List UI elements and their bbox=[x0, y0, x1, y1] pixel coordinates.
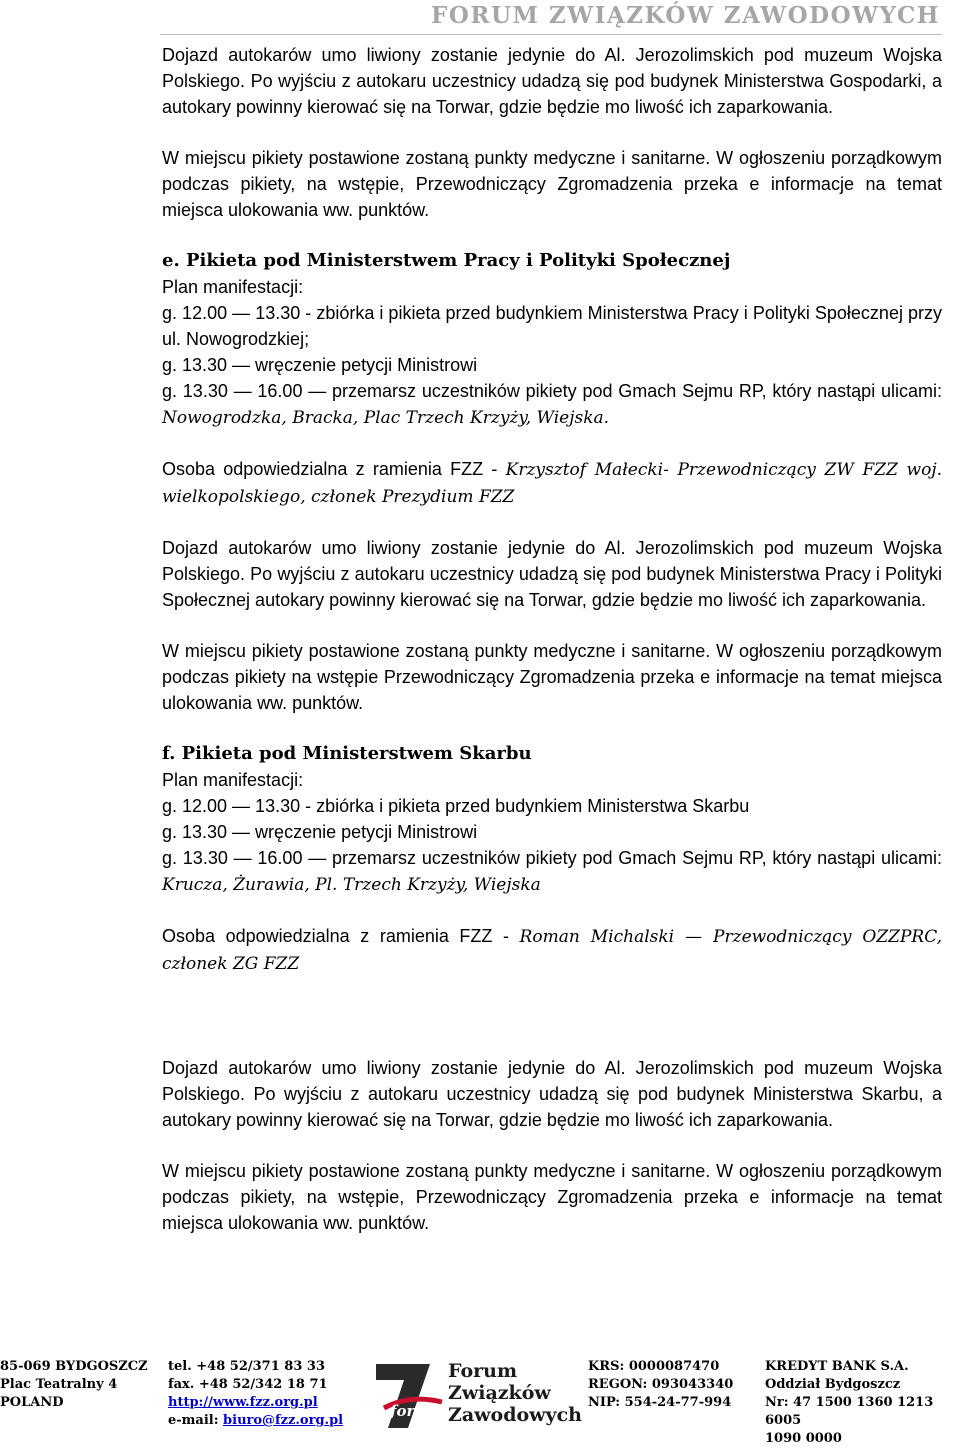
section-f-resp-person: Roman Michalski — Przewodniczący OZZPRC, członek ZG FZZ bbox=[162, 927, 942, 974]
section-e-resp-prefix: Osoba odpowiedzialna z ramienia FZZ - bbox=[162, 459, 506, 479]
section-f-heading: f. Pikieta pod Ministerstwem Skarbu bbox=[162, 743, 532, 764]
section-f-responsible bbox=[162, 923, 942, 977]
transport-paragraph: Dojazd autokarów umo liwiony zostanie jedynie do Al. Jerozolimskich pod muzeum Wojska Polskiego. Po wyjściu z autokaru uczestnicy udadzą się pod budynek Ministerstwa Gospodarki, a autokary powinny kierować się na Torwar, gdzie będzie mo liwość ich zaparkowania. bbox=[162, 45, 942, 117]
footer-address-line: 85-069 BYDGOSZCZ bbox=[0, 1359, 148, 1374]
fzz-logo-text bbox=[448, 1360, 582, 1426]
footer-website-link[interactable]: http://www.fzz.org.pl bbox=[168, 1395, 318, 1410]
section-f-transport: Dojazd autokarów umo liwiony zostanie jedynie do Al. Jerozolimskich pod muzeum Wojska Polskiego. Po wyjściu z autokaru uczestnicy udadzą się pod budynek Ministerstwa Skarbu, a autokary powinny kierować się na Torwar, gdzie będzie mo liwość ich zaparkowania. bbox=[162, 1058, 942, 1130]
section-e-line1: g. 12.00 — 13.30 - zbiórka i pikieta przed budynkiem Ministerstwa Pracy i Polityki Społecznej przy ul. Nowogrodzkiej; bbox=[162, 303, 942, 349]
section-e-medical: W miejscu pikiety postawione zostaną punkty medyczne i sanitarne. W ogłoszeniu porządkowym podczas pikiety na wstępie Przewodniczący Zgromadzenia przeka e informacje na temat miejsca ulokowania ww. punktów. bbox=[162, 641, 942, 713]
logo-line: Związków bbox=[448, 1382, 551, 1404]
header-title: FORUM ZWIĄZKÓW ZAWODOWYCH bbox=[431, 2, 940, 29]
svg-text:forum: forum bbox=[390, 1402, 442, 1420]
section-f-line3 bbox=[162, 845, 942, 898]
footer-contact bbox=[168, 1358, 343, 1430]
footer-tel: tel. +48 52/371 83 33 bbox=[168, 1359, 325, 1374]
section-f-line3-prefix: g. 13.30 — 16.00 — przemarsz uczestników pikiety pod Gmach Sejmu RP, który nastąpi ulicami: bbox=[162, 848, 942, 868]
section-f-streets: Krucza, Żurawia, Pl. Trzech Krzyży, Wiejska bbox=[162, 875, 541, 895]
footer-bank-line: Nr: 47 1500 1360 1213 6005 bbox=[765, 1395, 934, 1428]
footer-regon: REGON: 093043340 bbox=[588, 1377, 734, 1392]
section-e-resp-person: Krzysztof Małecki- Przewodniczący ZW FZZ woj. wielkopolskiego, członek Prezydium FZZ bbox=[162, 460, 942, 507]
footer-bank-line: 1090 0000 bbox=[765, 1431, 842, 1446]
fzz-logo bbox=[370, 1358, 582, 1432]
footer-nip: NIP: 554-24-77-994 bbox=[588, 1395, 732, 1410]
page-footer bbox=[0, 1358, 960, 1446]
footer-fax: fax. +48 52/342 18 71 bbox=[168, 1377, 328, 1392]
footer-address-line: Plac Teatralny 4 bbox=[0, 1377, 118, 1392]
footer-bank-line: Oddział Bydgoszcz bbox=[765, 1377, 901, 1392]
section-e-line3-prefix: g. 13.30 — 16.00 — przemarsz uczestników pikiety pod Gmach Sejmu RP, który nastąpi ulicami: bbox=[162, 381, 942, 401]
section-e-plan-label: Plan manifestacji: bbox=[162, 277, 304, 297]
footer-email bbox=[168, 1412, 343, 1430]
section-e-line2: g. 13.30 — wręczenie petycji Ministrowi bbox=[162, 355, 478, 375]
section-e-responsible bbox=[162, 456, 942, 510]
footer-email-label: e-mail: bbox=[168, 1413, 224, 1428]
footer-bank-line: KREDYT BANK S.A. bbox=[765, 1359, 909, 1374]
fzz-logo-mark-icon bbox=[370, 1358, 448, 1432]
section-e-streets: Nowogrodzka, Bracka, Plac Trzech Krzyży, Wiejska. bbox=[162, 408, 610, 428]
section-f-medical: W miejscu pikiety postawione zostaną punkty medyczne i sanitarne. W ogłoszeniu porządkowym podczas pikiety, na wstępie, Przewodniczący Zgromadzenia przeka e informacje na temat miejsca ulokowania ww. punktów. bbox=[162, 1161, 942, 1233]
logo-line: Forum bbox=[448, 1360, 518, 1382]
medical-paragraph: W miejscu pikiety postawione zostaną punkty medyczne i sanitarne. W ogłoszeniu porządkowym podczas pikiety, na wstępie, Przewodniczący Zgromadzenia przeka e informacje na temat miejsca ulokowania ww. punktów. bbox=[162, 148, 942, 220]
section-e-heading: e. Pikieta pod Ministerstwem Pracy i Polityki Społecznej bbox=[162, 250, 731, 271]
header-rule bbox=[160, 34, 942, 35]
section-f-line1: g. 12.00 — 13.30 - zbiórka i pikieta przed budynkiem Ministerstwa Skarbu bbox=[162, 796, 750, 816]
footer-email-link[interactable]: biuro@fzz.org.pl bbox=[223, 1413, 344, 1428]
logo-line: Zawodowych bbox=[448, 1404, 582, 1426]
section-e-transport: Dojazd autokarów umo liwiony zostanie jedynie do Al. Jerozolimskich pod muzeum Wojska Polskiego. Po wyjściu z autokaru uczestnicy udadzą się pod budynek Ministerstwa Pracy i Polityki Społecznej autokary powinny kierować się na Torwar, gdzie będzie mo liwość ich zaparkowania. bbox=[162, 538, 942, 610]
section-e-line3 bbox=[162, 378, 942, 431]
footer-address bbox=[0, 1358, 148, 1412]
footer-registry bbox=[588, 1358, 733, 1412]
section-f-line2: g. 13.30 — wręczenie petycji Ministrowi bbox=[162, 822, 478, 842]
footer-address-line: POLAND bbox=[0, 1395, 64, 1410]
section-f-resp-prefix: Osoba odpowiedzialna z ramienia FZZ - bbox=[162, 926, 520, 946]
section-f-plan-label: Plan manifestacji: bbox=[162, 770, 304, 790]
document-body bbox=[162, 42, 942, 1236]
footer-krs: KRS: 0000087470 bbox=[588, 1359, 720, 1374]
